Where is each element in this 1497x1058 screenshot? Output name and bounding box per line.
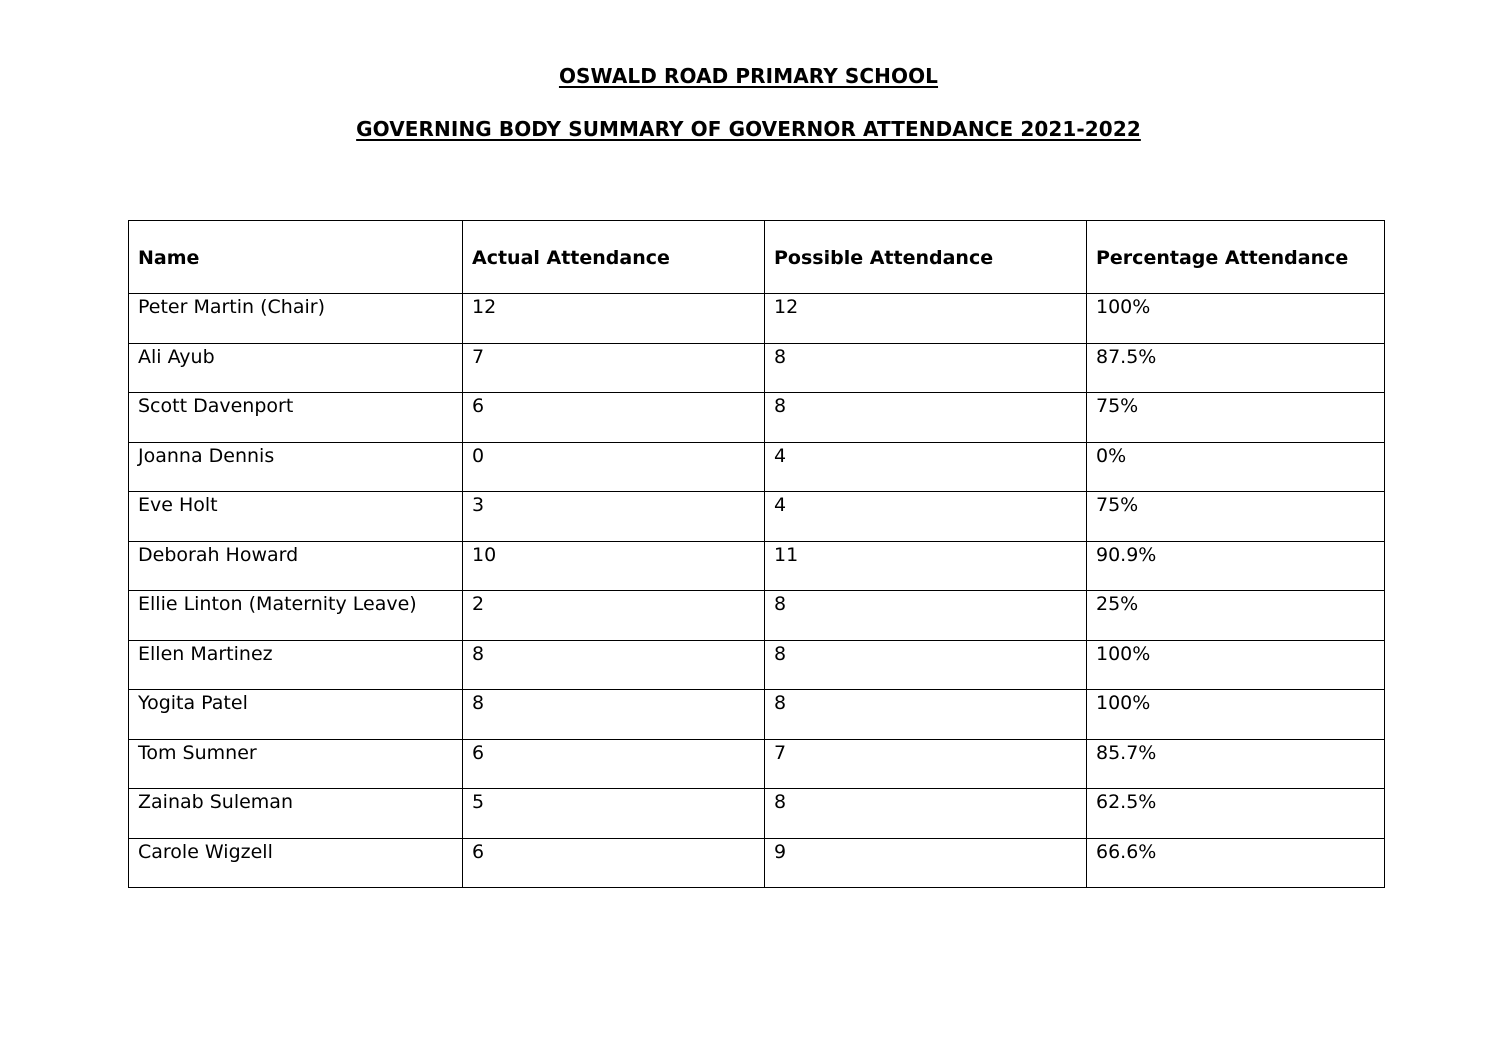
cell-actual-attendance: 0 (463, 442, 765, 492)
cell-possible-attendance: 9 (765, 838, 1087, 888)
cell-possible-attendance: 4 (765, 442, 1087, 492)
column-header-actual-attendance: Actual Attendance (463, 221, 765, 294)
cell-possible-attendance: 7 (765, 739, 1087, 789)
cell-name: Carole Wigzell (129, 838, 463, 888)
cell-percentage-attendance: 75% (1087, 492, 1385, 542)
cell-percentage-attendance: 25% (1087, 591, 1385, 641)
table-row (129, 393, 1385, 443)
cell-percentage-attendance: 100% (1087, 640, 1385, 690)
cell-actual-attendance: 2 (463, 591, 765, 641)
cell-possible-attendance: 8 (765, 393, 1087, 443)
table-row (129, 690, 1385, 740)
column-header-name: Name (129, 221, 463, 294)
cell-actual-attendance: 3 (463, 492, 765, 542)
cell-percentage-attendance: 85.7% (1087, 739, 1385, 789)
cell-possible-attendance: 11 (765, 541, 1087, 591)
cell-name: Eve Holt (129, 492, 463, 542)
table-row (129, 640, 1385, 690)
table-row (129, 294, 1385, 344)
cell-percentage-attendance: 66.6% (1087, 838, 1385, 888)
cell-possible-attendance: 8 (765, 690, 1087, 740)
column-header-possible-attendance: Possible Attendance (765, 221, 1087, 294)
cell-actual-attendance: 5 (463, 789, 765, 839)
cell-possible-attendance: 12 (765, 294, 1087, 344)
cell-percentage-attendance: 100% (1087, 294, 1385, 344)
cell-possible-attendance: 8 (765, 343, 1087, 393)
cell-actual-attendance: 6 (463, 739, 765, 789)
table-row (129, 442, 1385, 492)
table-row (129, 591, 1385, 641)
cell-name: Scott Davenport (129, 393, 463, 443)
table-header-row (129, 221, 1385, 294)
cell-name: Deborah Howard (129, 541, 463, 591)
table-row (129, 739, 1385, 789)
cell-actual-attendance: 12 (463, 294, 765, 344)
cell-name: Ellen Martinez (129, 640, 463, 690)
cell-possible-attendance: 8 (765, 789, 1087, 839)
cell-name: Ellie Linton (Maternity Leave) (129, 591, 463, 641)
table-row (129, 492, 1385, 542)
cell-name: Ali Ayub (129, 343, 463, 393)
column-header-percentage-attendance: Percentage Attendance (1087, 221, 1385, 294)
attendance-table (128, 220, 1385, 888)
cell-name: Yogita Patel (129, 690, 463, 740)
cell-name: Peter Martin (Chair) (129, 294, 463, 344)
table-row (129, 789, 1385, 839)
cell-actual-attendance: 8 (463, 640, 765, 690)
cell-percentage-attendance: 75% (1087, 393, 1385, 443)
cell-actual-attendance: 7 (463, 343, 765, 393)
cell-actual-attendance: 6 (463, 838, 765, 888)
cell-possible-attendance: 4 (765, 492, 1087, 542)
cell-name: Tom Sumner (129, 739, 463, 789)
cell-percentage-attendance: 100% (1087, 690, 1385, 740)
table-row (129, 838, 1385, 888)
school-title: OSWALD ROAD PRIMARY SCHOOL (558, 64, 939, 88)
table-body (129, 294, 1385, 888)
cell-name: Zainab Suleman (129, 789, 463, 839)
cell-possible-attendance: 8 (765, 591, 1087, 641)
cell-percentage-attendance: 62.5% (1087, 789, 1385, 839)
cell-name: Joanna Dennis (129, 442, 463, 492)
table-row (129, 541, 1385, 591)
cell-actual-attendance: 6 (463, 393, 765, 443)
cell-percentage-attendance: 0% (1087, 442, 1385, 492)
cell-actual-attendance: 10 (463, 541, 765, 591)
cell-percentage-attendance: 90.9% (1087, 541, 1385, 591)
cell-possible-attendance: 8 (765, 640, 1087, 690)
document-subtitle: GOVERNING BODY SUMMARY OF GOVERNOR ATTENDANCE 2021-2022 (356, 117, 1141, 141)
cell-actual-attendance: 8 (463, 690, 765, 740)
cell-percentage-attendance: 87.5% (1087, 343, 1385, 393)
table-row (129, 343, 1385, 393)
